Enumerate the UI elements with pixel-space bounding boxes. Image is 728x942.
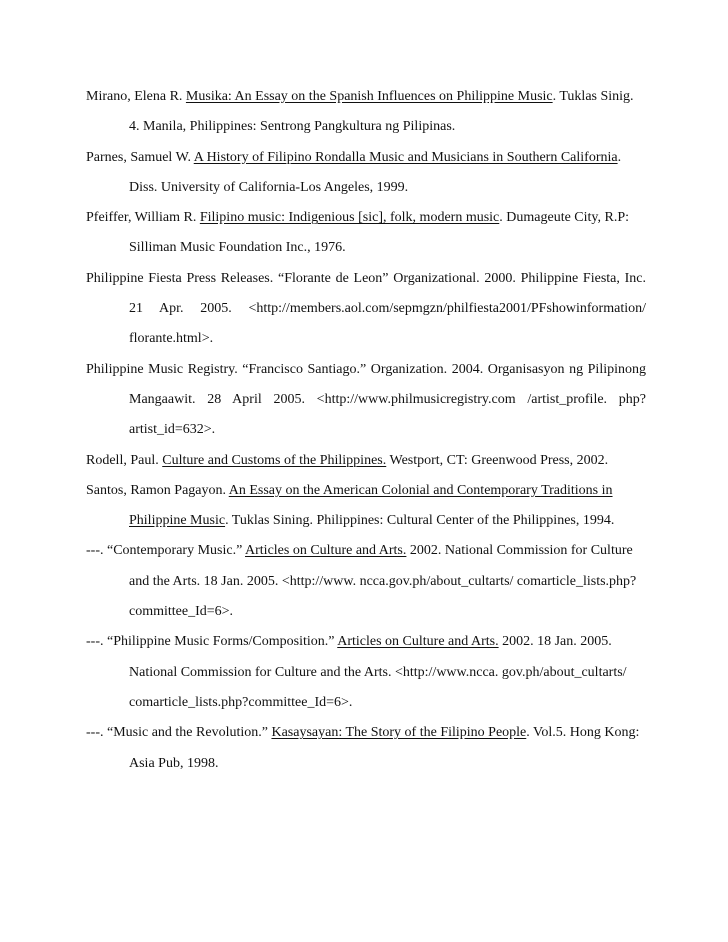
citation-author: ---. “Contemporary Music.” [86, 543, 246, 559]
citation-text: Philippine Music Registry. “Francisco Santiago.” Organization. 2004. Organisasyon ng Pilipinong Mangaawit. 28 April 2005. <http://www.philmusicregistry.com /artist_profile. php?artist_id=632>. [86, 361, 646, 438]
citation-text: Philippine Fiesta Press Releases. “Florante de Leon” Organizational. 2000. Philippine Fiesta, Inc. 21 Apr. 2005. <http://members.aol.com/sepmgzn/philfiesta2001/PFshowinformation/ florante.html>. [86, 270, 646, 347]
citation-title: Filipino music: Indigenious [sic], folk, modern music [199, 210, 500, 226]
citation-details: . Vol.5. Hong Kong: Asia Pub, 1998. [129, 725, 640, 771]
citation-details: . Tuklas Sining. Philippines: Cultural Center of the Philippines, 1994. [225, 513, 615, 529]
citation-details: 2002. 18 Jan. 2005. National Commission for Culture and the Arts. <http://www.ncca. gov.ph/about_cultarts/ comarticle_lists.php?committee_Id=6>. [129, 634, 627, 710]
citation-philippine-music-registry [86, 355, 646, 446]
citation-parnes [86, 143, 646, 204]
citation-author: ---. “Music and the Revolution.” [86, 725, 272, 741]
citation-music-revolution [86, 718, 646, 779]
citation-pfeiffer [86, 203, 646, 264]
citation-contemporary-music [86, 536, 646, 627]
works-cited-list [86, 82, 646, 779]
citation-title: Kasaysayan: The Story of the Filipino People [271, 725, 527, 741]
citation-author: Rodell, Paul. [86, 452, 163, 468]
citation-santos [86, 476, 646, 537]
citation-mirano [86, 82, 646, 143]
citation-details: 2002. National Commission for Culture and the Arts. 18 Jan. 2005. <http://www. ncca.gov.ph/about_cultarts/ comarticle_lists.php?committee_Id=6>. [129, 543, 637, 620]
citation-details: Westport, CT: Greenwood Press, 2002. [386, 452, 609, 468]
citation-title: Articles on Culture and Arts. [245, 543, 407, 559]
citation-author: Parnes, Samuel W. [86, 149, 194, 165]
citation-details: . Tuklas Sinig. 4. Manila, Philippines: Sentrong Pangkultura ng Pilipinas. [129, 89, 634, 135]
citation-music-forms [86, 627, 646, 718]
citation-title: Culture and Customs of the Philippines. [162, 452, 387, 468]
citation-details: . Dumageute City, R.P: Silliman Music Foundation Inc., 1976. [129, 210, 630, 256]
citation-author: Santos, Ramon Pagayon. [86, 482, 229, 498]
citation-title: A History of Filipino Rondalla Music and Musicians in Southern California [193, 149, 618, 165]
citation-author: ---. “Philippine Music Forms/Composition.” [86, 634, 338, 650]
citation-title: Articles on Culture and Arts. [337, 634, 499, 650]
citation-philippine-fiesta [86, 264, 646, 355]
citation-details: . Diss. University of California-Los Angeles, 1999. [129, 149, 622, 195]
citation-title: An Essay on the American Colonial and Contemporary Traditions in Philippine Music [129, 482, 613, 529]
citation-author: Mirano, Elena R. [86, 89, 186, 104]
citation-author: Pfeiffer, William R. [86, 210, 200, 226]
citation-title: Musika: An Essay on the Spanish Influences on Philippine Music [185, 89, 553, 104]
citation-rodell [86, 446, 646, 476]
